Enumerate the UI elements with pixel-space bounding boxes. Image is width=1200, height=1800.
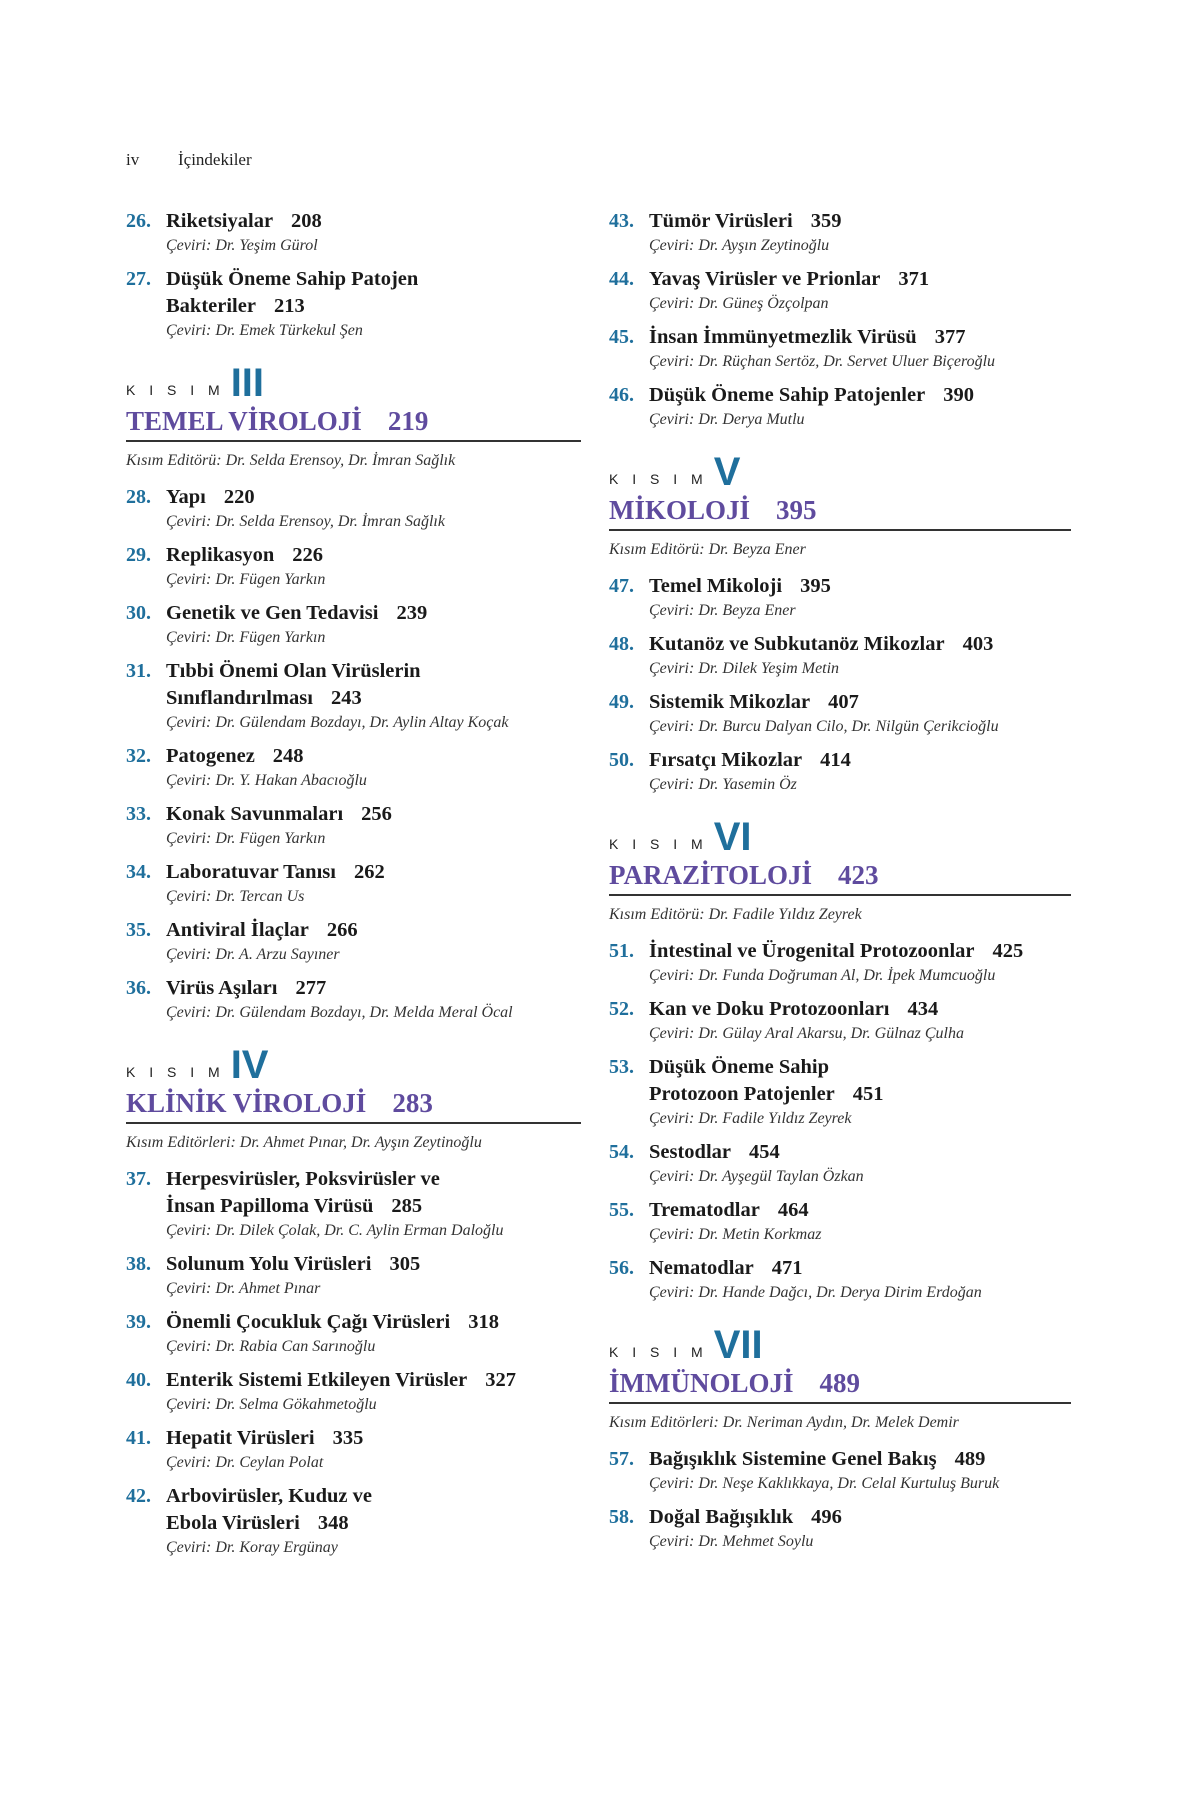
toc-entry [126, 1166, 581, 1242]
part-section-7 [609, 1322, 1071, 1553]
chapter-title-line: Sınıflandırılması [166, 687, 313, 709]
chapter-page: 390 [943, 384, 974, 406]
chapter-title [166, 1425, 581, 1452]
chapter-page: 471 [771, 1257, 803, 1279]
chapter-number: 31. [126, 660, 151, 682]
entry-group [609, 208, 1071, 431]
chapter-page: 239 [396, 602, 428, 624]
translator: Çeviri: Dr. Beyza Ener [649, 602, 796, 619]
running-title: İçindekiler [178, 150, 252, 169]
translator: Çeviri: Dr. Emek Türkekul Şen [166, 322, 363, 339]
chapter-number: 39. [126, 1311, 151, 1333]
translator: Çeviri: Dr. Dilek Yeşim Metin [649, 660, 840, 677]
entry-group [609, 938, 1071, 1304]
toc-entry [609, 1139, 1071, 1188]
chapter-page: 213 [273, 295, 305, 317]
part-title [126, 1086, 581, 1124]
chapter-number: 45. [609, 326, 634, 348]
translator: Çeviri: Dr. Derya Mutlu [649, 411, 805, 428]
chapter-page: 277 [295, 977, 327, 999]
toc-entry [126, 266, 581, 342]
entry-group [609, 1446, 1071, 1553]
chapter-title [166, 600, 581, 627]
translator: Çeviri: Dr. Tercan Us [166, 888, 305, 905]
part-roman-numeral: III [230, 361, 265, 405]
chapter-title [166, 1483, 581, 1537]
chapter-page: 348 [317, 1512, 349, 1534]
part-header [126, 360, 581, 472]
toc-entry [609, 996, 1071, 1045]
part-roman-numeral: IV [230, 1043, 269, 1087]
chapter-title-line: Ebola Virüsleri [166, 1512, 300, 1534]
chapter-title [166, 266, 581, 320]
chapter-number: 52. [609, 998, 634, 1020]
chapter-title [166, 1309, 581, 1336]
part-title-text: KLİNİK VİROLOJİ [126, 1088, 367, 1118]
translator: Çeviri: Dr. Yasemin Öz [649, 776, 797, 793]
chapter-number: 50. [609, 749, 634, 771]
chapter-number: 55. [609, 1199, 634, 1221]
toc-entry [609, 1255, 1071, 1304]
chapter-page: 256 [361, 803, 392, 825]
chapter-title-text: Fırsatçı Mikozlar [649, 749, 803, 771]
chapter-number: 46. [609, 384, 634, 406]
toc-entry [126, 859, 581, 908]
toc-column-left [126, 208, 581, 1568]
toc-entry [609, 382, 1071, 431]
part-editor: Kısım Editörü: Dr. Selda Erensoy, Dr. İmran Sağlık [126, 452, 456, 469]
toc-entry [126, 1251, 581, 1300]
chapter-title [649, 573, 1071, 600]
chapter-title [166, 208, 581, 235]
chapter-title-text: Replikasyon [166, 544, 275, 566]
chapter-title-text: Nematodlar [649, 1257, 754, 1279]
chapter-title-text: Doğal Bağışıklık [649, 1506, 794, 1528]
toc-entry [126, 1483, 581, 1559]
toc-entry [609, 938, 1071, 987]
toc-entry [609, 1054, 1071, 1130]
chapter-title-text: Laboratuvar Tanısı [166, 861, 336, 883]
chapter-page: 243 [330, 687, 362, 709]
toc-entry [126, 917, 581, 966]
chapter-title-line: Bakteriler [166, 295, 256, 317]
chapter-number: 48. [609, 633, 634, 655]
translator: Çeviri: Dr. Fadile Yıldız Zeyrek [649, 1110, 852, 1127]
chapter-number: 41. [126, 1427, 151, 1449]
part-page: 423 [838, 860, 879, 890]
chapter-title-text: Virüs Aşıları [166, 977, 278, 999]
toc-entry [609, 324, 1071, 373]
chapter-title-text: Sistemik Mikozlar [649, 691, 811, 713]
part-editor: Kısım Editörü: Dr. Fadile Yıldız Zeyrek [609, 906, 862, 923]
chapter-title-text: Temel Mikoloji [649, 575, 783, 597]
chapter-number: 38. [126, 1253, 151, 1275]
part-editor: Kısım Editörü: Dr. Beyza Ener [609, 541, 806, 558]
chapter-title-text: Bağışıklık Sistemine Genel Bakış [649, 1448, 937, 1470]
part-page: 283 [392, 1088, 433, 1118]
toc-entry [126, 542, 581, 591]
chapter-title-text: İntestinal ve Ürogenital Protozoonlar [649, 940, 975, 962]
chapter-page: 489 [954, 1448, 986, 1470]
chapter-title [649, 747, 1071, 774]
toc-entry [126, 208, 581, 257]
chapter-number: 42. [126, 1485, 151, 1507]
translator: Çeviri: Dr. Fügen Yarkın [166, 571, 326, 588]
chapter-title [649, 1255, 1071, 1282]
chapter-number: 57. [609, 1448, 634, 1470]
part-label: K I S I M [126, 382, 225, 398]
chapter-title-text: Antiviral İlaçlar [166, 919, 309, 941]
chapter-title-text: Kutanöz ve Subkutanöz Mikozlar [649, 633, 945, 655]
chapter-page: 425 [992, 940, 1024, 962]
chapter-page: 403 [962, 633, 994, 655]
chapter-title [166, 975, 581, 1002]
chapter-title-line: Düşük Öneme Sahip [649, 1056, 830, 1078]
part-title-text: PARAZİTOLOJİ [609, 860, 813, 890]
chapter-page: 305 [389, 1253, 421, 1275]
chapter-number: 53. [609, 1056, 634, 1078]
part-editor: Kısım Editörleri: Dr. Ahmet Pınar, Dr. Ayşın Zeytinoğlu [126, 1134, 482, 1151]
translator: Çeviri: Dr. Gülendam Bozdayı, Dr. Melda Meral Öcal [166, 1004, 513, 1021]
translator: Çeviri: Dr. Rabia Can Sarınoğlu [166, 1338, 376, 1355]
chapter-page: 335 [332, 1427, 364, 1449]
translator: Çeviri: Dr. Yeşim Gürol [166, 237, 318, 254]
chapter-page: 464 [777, 1199, 809, 1221]
toc-entry [126, 743, 581, 792]
translator: Çeviri: Dr. Fügen Yarkın [166, 830, 326, 847]
chapter-number: 29. [126, 544, 151, 566]
toc-entry [126, 1367, 581, 1416]
part-label: K I S I M [609, 836, 708, 852]
translator: Çeviri: Dr. Metin Korkmaz [649, 1226, 822, 1243]
chapter-title [649, 1139, 1071, 1166]
toc-entry [126, 801, 581, 850]
chapter-title [649, 1197, 1071, 1224]
chapter-title [649, 1504, 1071, 1531]
part-label: K I S I M [609, 471, 708, 487]
chapter-number: 27. [126, 268, 151, 290]
chapter-title-text: Konak Savunmaları [166, 803, 344, 825]
chapter-number: 49. [609, 691, 634, 713]
translator: Çeviri: Dr. Fügen Yarkın [166, 629, 326, 646]
part-label-row [126, 1042, 581, 1087]
chapter-title-text: Yavaş Virüsler ve Prionlar [649, 268, 881, 290]
chapter-number: 51. [609, 940, 634, 962]
toc-column-right [609, 208, 1071, 1562]
toc-entry [126, 975, 581, 1024]
chapter-number: 35. [126, 919, 151, 941]
toc-entry [609, 266, 1071, 315]
translator: Çeviri: Dr. Neşe Kaklıkkaya, Dr. Celal Kurtuluş Buruk [649, 1475, 1000, 1492]
translator: Çeviri: Dr. Dilek Çolak, Dr. C. Aylin Erman Daloğlu [166, 1222, 504, 1239]
entry-group [126, 484, 581, 1024]
translator: Çeviri: Dr. Burcu Dalyan Cilo, Dr. Nilgün Çerikcioğlu [649, 718, 999, 735]
chapter-page: 266 [326, 919, 358, 941]
translator: Çeviri: Dr. Y. Hakan Abacıoğlu [166, 772, 367, 789]
translator: Çeviri: Dr. Güneş Özçolpan [649, 295, 829, 312]
running-header [126, 150, 252, 170]
chapter-number: 58. [609, 1506, 634, 1528]
part-editor: Kısım Editörleri: Dr. Neriman Aydın, Dr. Melek Demir [609, 1414, 959, 1431]
chapter-page: 285 [391, 1195, 423, 1217]
chapter-page: 262 [353, 861, 385, 883]
chapter-title-line: Tıbbi Önemi Olan Virüslerin [166, 660, 421, 682]
page-number: iv [126, 150, 140, 169]
chapter-number: 36. [126, 977, 151, 999]
chapter-page: 496 [811, 1506, 842, 1528]
chapter-title [649, 324, 1071, 351]
chapter-title-text: Enterik Sistemi Etkileyen Virüsler [166, 1369, 468, 1391]
chapter-page: 318 [468, 1311, 499, 1333]
chapter-title [166, 801, 581, 828]
chapter-number: 40. [126, 1369, 151, 1391]
chapter-title-line: İnsan Papilloma Virüsü [166, 1195, 374, 1217]
toc-entry [609, 1504, 1071, 1553]
translator: Çeviri: Dr. A. Arzu Sayıner [166, 946, 340, 963]
translator: Çeviri: Dr. Gülay Aral Akarsu, Dr. Gülnaz Çulha [649, 1025, 964, 1042]
part-roman-numeral: VI [713, 815, 752, 859]
chapter-number: 44. [609, 268, 634, 290]
chapter-title-text: İnsan İmmünyetmezlik Virüsü [649, 326, 917, 348]
chapter-title [166, 484, 581, 511]
chapter-title-line: Herpesvirüsler, Poksvirüsler ve [166, 1168, 440, 1190]
chapter-title [649, 382, 1071, 409]
part-header [609, 449, 1071, 561]
toc-entry [609, 747, 1071, 796]
chapter-title-line: Protozoon Patojenler [649, 1083, 835, 1105]
chapter-title-text: Hepatit Virüsleri [166, 1427, 315, 1449]
chapter-title-text: Riketsiyalar [166, 210, 274, 232]
toc-entry [609, 689, 1071, 738]
chapter-page: 248 [272, 745, 304, 767]
chapter-title-text: Kan ve Doku Protozoonları [649, 998, 890, 1020]
chapter-page: 359 [810, 210, 842, 232]
entry-group [126, 208, 581, 342]
chapter-number: 26. [126, 210, 151, 232]
chapter-title [649, 208, 1071, 235]
translator: Çeviri: Dr. Gülendam Bozdayı, Dr. Aylin Altay Koçak [166, 714, 509, 731]
part-page: 489 [819, 1368, 860, 1398]
chapter-title [166, 1251, 581, 1278]
chapter-title [166, 859, 581, 886]
chapter-page: 414 [820, 749, 851, 771]
entry-group [609, 573, 1071, 796]
part-title-text: İMMÜNOLOJİ [609, 1368, 794, 1398]
chapter-title [649, 266, 1071, 293]
chapter-title [649, 996, 1071, 1023]
chapter-title [166, 658, 581, 712]
chapter-page: 371 [898, 268, 930, 290]
chapter-page: 454 [749, 1141, 780, 1163]
part-label: K I S I M [126, 1064, 225, 1080]
part-section-4 [126, 1042, 581, 1559]
chapter-title [166, 1367, 581, 1394]
chapter-title [649, 1446, 1071, 1473]
translator: Çeviri: Dr. Selda Erensoy, Dr. İmran Sağlık [166, 513, 445, 530]
part-section-6 [609, 814, 1071, 1304]
chapter-number: 32. [126, 745, 151, 767]
part-header [609, 1322, 1071, 1434]
translator: Çeviri: Dr. Ayşegül Taylan Özkan [649, 1168, 864, 1185]
chapter-number: 54. [609, 1141, 634, 1163]
chapter-page: 327 [485, 1369, 516, 1391]
chapter-number: 34. [126, 861, 151, 883]
toc-entry [126, 484, 581, 533]
part-header [126, 1042, 581, 1154]
chapter-number: 47. [609, 575, 634, 597]
chapter-title-line: Arbovirüsler, Kuduz ve [166, 1485, 372, 1507]
chapter-page: 220 [223, 486, 255, 508]
chapter-page: 226 [292, 544, 323, 566]
chapter-title-text: Genetik ve Gen Tedavisi [166, 602, 379, 624]
translator: Çeviri: Dr. Selma Gökahmetoğlu [166, 1396, 377, 1413]
entry-group [126, 1166, 581, 1559]
toc-entry [126, 658, 581, 734]
toc-entry [609, 1197, 1071, 1246]
toc-entry [609, 573, 1071, 622]
chapter-title-text: Patogenez [166, 745, 255, 767]
part-title [609, 858, 1071, 896]
part-label-row [126, 360, 581, 405]
translator: Çeviri: Dr. Ayşın Zeytinoğlu [649, 237, 830, 254]
translator: Çeviri: Dr. Funda Doğruman Al, Dr. İpek Mumcuoğlu [649, 967, 996, 984]
part-section-3 [126, 360, 581, 1024]
chapter-page: 377 [934, 326, 966, 348]
part-title-text: MİKOLOJİ [609, 495, 751, 525]
translator: Çeviri: Dr. Koray Ergünay [166, 1539, 338, 1556]
part-page: 395 [776, 495, 817, 525]
chapter-title-text: Önemli Çocukluk Çağı Virüsleri [166, 1311, 451, 1333]
part-header [609, 814, 1071, 926]
translator: Çeviri: Dr. Ahmet Pınar [166, 1280, 321, 1297]
translator: Çeviri: Dr. Mehmet Soylu [649, 1533, 814, 1550]
chapter-page: 451 [852, 1083, 884, 1105]
chapter-number: 33. [126, 803, 151, 825]
chapter-page: 208 [291, 210, 322, 232]
part-roman-numeral: V [713, 450, 741, 494]
chapter-number: 43. [609, 210, 634, 232]
part-label: K I S I M [609, 1344, 708, 1360]
part-section-5 [609, 449, 1071, 796]
chapter-title-text: Düşük Öneme Sahip Patojenler [649, 384, 926, 406]
toc-entry [126, 1425, 581, 1474]
translator: Çeviri: Dr. Rüçhan Sertöz, Dr. Servet Uluer Biçeroğlu [649, 353, 996, 370]
part-title [609, 493, 1071, 531]
part-title [126, 404, 581, 442]
toc-entry [126, 1309, 581, 1358]
chapter-page: 407 [828, 691, 859, 713]
chapter-title-text: Trematodlar [649, 1199, 760, 1221]
chapter-title [166, 542, 581, 569]
chapter-title [166, 1166, 581, 1220]
toc-entry [126, 600, 581, 649]
part-title [609, 1366, 1071, 1404]
chapter-title [649, 689, 1071, 716]
chapter-title-text: Yapı [166, 486, 206, 508]
toc-entry [609, 1446, 1071, 1495]
translator: Çeviri: Dr. Hande Dağcı, Dr. Derya Dirim Erdoğan [649, 1284, 982, 1301]
part-label-row [609, 1322, 1071, 1367]
chapter-page: 434 [907, 998, 939, 1020]
part-page: 219 [387, 406, 429, 436]
chapter-title [649, 938, 1071, 965]
chapter-title [649, 1054, 1071, 1108]
chapter-number: 30. [126, 602, 151, 624]
chapter-page: 395 [800, 575, 831, 597]
chapter-title [649, 631, 1071, 658]
chapter-number: 28. [126, 486, 151, 508]
chapter-number: 56. [609, 1257, 634, 1279]
chapter-number: 37. [126, 1168, 151, 1190]
chapter-title-text: Tümör Virüsleri [649, 210, 793, 232]
chapter-title-text: Sestodlar [649, 1141, 731, 1163]
part-label-row [609, 449, 1071, 494]
chapter-title-text: Solunum Yolu Virüsleri [166, 1253, 372, 1275]
translator: Çeviri: Dr. Ceylan Polat [166, 1454, 324, 1471]
part-label-row [609, 814, 1071, 859]
toc-entry [609, 631, 1071, 680]
part-roman-numeral: VII [713, 1323, 763, 1367]
toc-entry [609, 208, 1071, 257]
part-title-text: TEMEL VİROLOJİ [126, 406, 362, 436]
chapter-title-line: Düşük Öneme Sahip Patojen [166, 268, 419, 290]
chapter-title [166, 743, 581, 770]
chapter-title [166, 917, 581, 944]
